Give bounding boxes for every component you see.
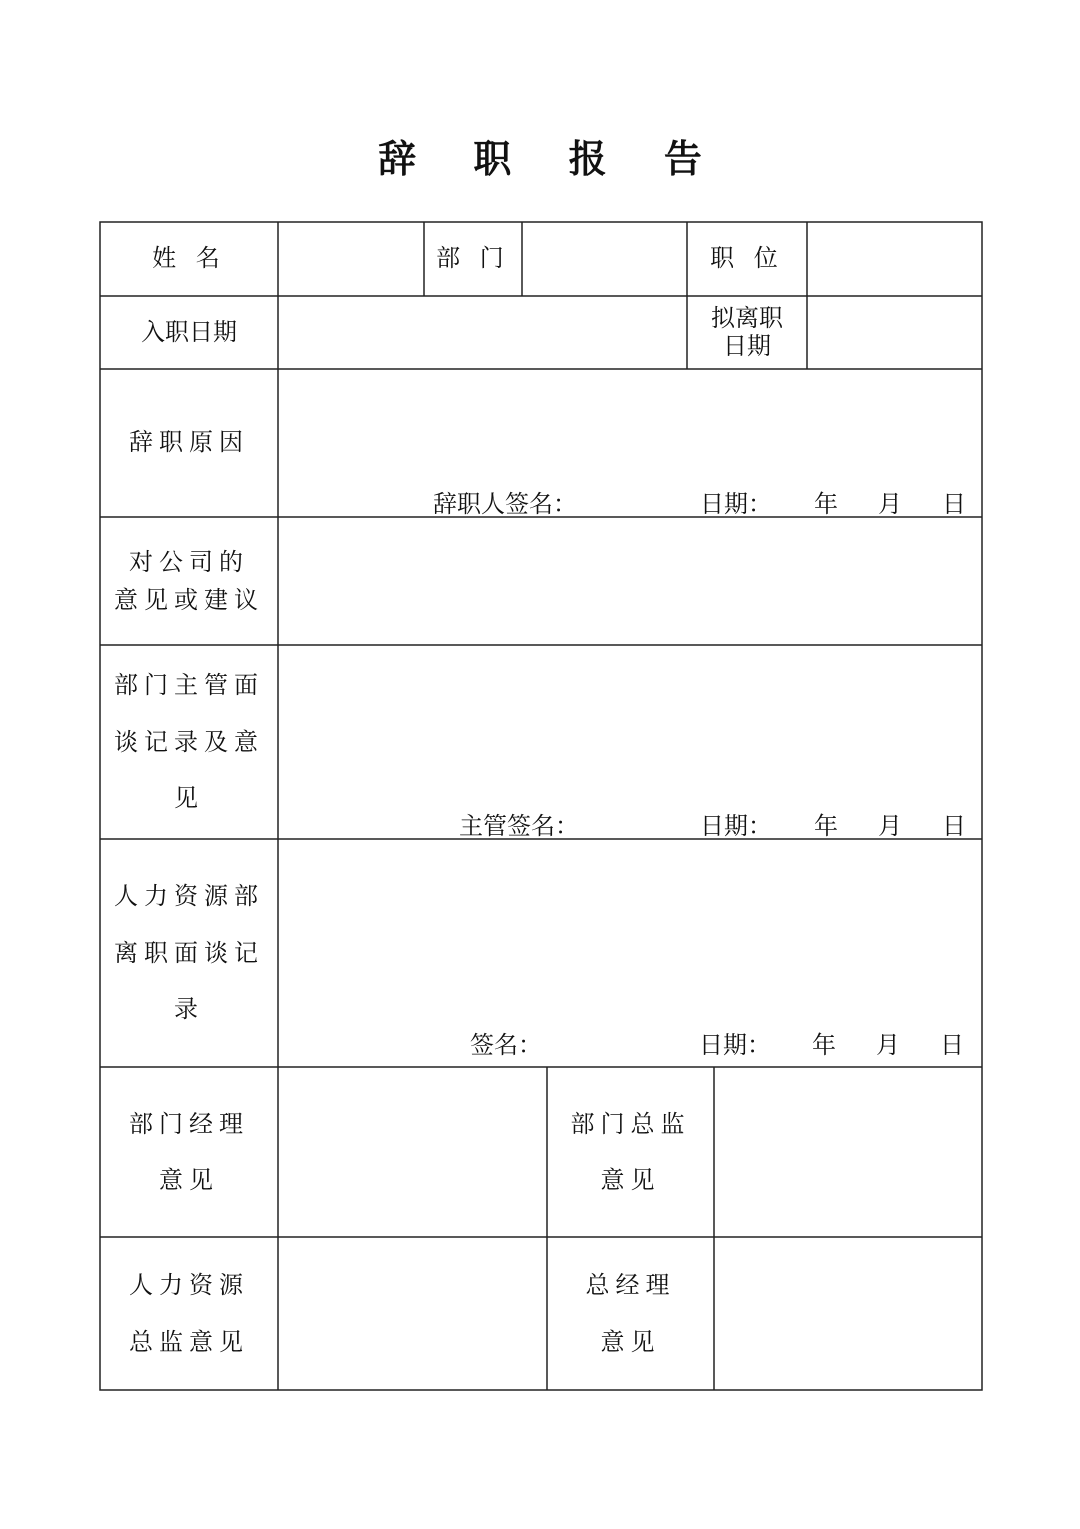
leave-date-field[interactable] [807, 296, 982, 369]
reason-date-label: 日期： [700, 490, 772, 518]
dept-manager-opinion-field[interactable] [278, 1067, 547, 1237]
dept-director-line1: 部门总监 [570, 1109, 691, 1138]
department-label: 部 门 [436, 244, 510, 273]
gm-opinion-field[interactable] [714, 1237, 982, 1390]
hr-director-line2: 总监意见 [129, 1327, 249, 1356]
hr-interview-label [100, 839, 278, 1067]
supervisor-label-line2: 谈记录及意 [114, 727, 264, 756]
dept-director-line2: 意见 [600, 1166, 661, 1194]
page-title: 辞 职 报 告 [378, 136, 724, 181]
name-label: 姓 名 [152, 244, 226, 273]
suggestion-label [100, 517, 278, 645]
supervisor-month-label: 月 [878, 812, 902, 840]
hr-director-opinion-field[interactable] [278, 1237, 547, 1390]
hr-interview-label-line3: 录 [174, 995, 204, 1024]
suggestion-label-line2: 意见或建议 [114, 586, 264, 614]
name-field[interactable] [278, 222, 424, 296]
hr-interview-label-line1: 人力资源部 [114, 882, 264, 911]
supervisor-label-line1: 部门主管面 [114, 671, 264, 700]
gm-line2: 意见 [600, 1327, 661, 1356]
reason-year-label: 年 [814, 490, 838, 518]
hr-month-label: 月 [876, 1031, 900, 1059]
leave-date-label-line2: 日期 [723, 331, 771, 360]
gm-line1: 总经理 [585, 1271, 676, 1300]
dept-manager-line2: 意见 [159, 1166, 219, 1194]
dept-manager-line1: 部门经理 [129, 1109, 249, 1138]
leave-date-label [687, 296, 807, 369]
reason-day-label: 日 [942, 490, 966, 518]
suggestion-field[interactable] [278, 517, 982, 645]
gm-opinion-label [547, 1237, 714, 1390]
hr-signature-label: 签名： [470, 1031, 542, 1059]
hire-date-field[interactable] [278, 296, 687, 369]
reason-month-label: 月 [878, 490, 902, 518]
dept-manager-opinion-label [100, 1067, 278, 1237]
supervisor-date-label: 日期： [700, 812, 772, 840]
hr-director-opinion-label [100, 1237, 278, 1390]
reason-label: 辞职原因 [129, 428, 249, 457]
resigner-signature-label: 辞职人签名： [433, 490, 577, 518]
supervisor-year-label: 年 [814, 812, 838, 840]
hr-director-line1: 人力资源 [129, 1271, 249, 1300]
supervisor-day-label: 日 [942, 812, 966, 840]
hr-day-label: 日 [940, 1031, 964, 1059]
hr-date-label: 日期： [699, 1031, 771, 1059]
hr-interview-label-line2: 离职面谈记 [114, 938, 264, 967]
supervisor-interview-label [100, 645, 278, 839]
position-label: 职 位 [710, 244, 784, 273]
supervisor-label-line3: 见 [174, 784, 204, 813]
department-field[interactable] [522, 222, 687, 296]
dept-director-opinion-label [547, 1067, 714, 1237]
leave-date-label-line1: 拟离职 [711, 303, 783, 332]
hire-date-label: 入职日期 [141, 317, 237, 346]
hr-year-label: 年 [812, 1031, 836, 1059]
supervisor-interview-field[interactable] [278, 645, 982, 839]
position-field[interactable] [807, 222, 982, 296]
reason-field[interactable] [278, 369, 982, 517]
suggestion-label-line1: 对公司的 [129, 547, 249, 576]
supervisor-signature-label: 主管签名： [459, 812, 579, 840]
dept-director-opinion-field[interactable] [714, 1067, 982, 1237]
